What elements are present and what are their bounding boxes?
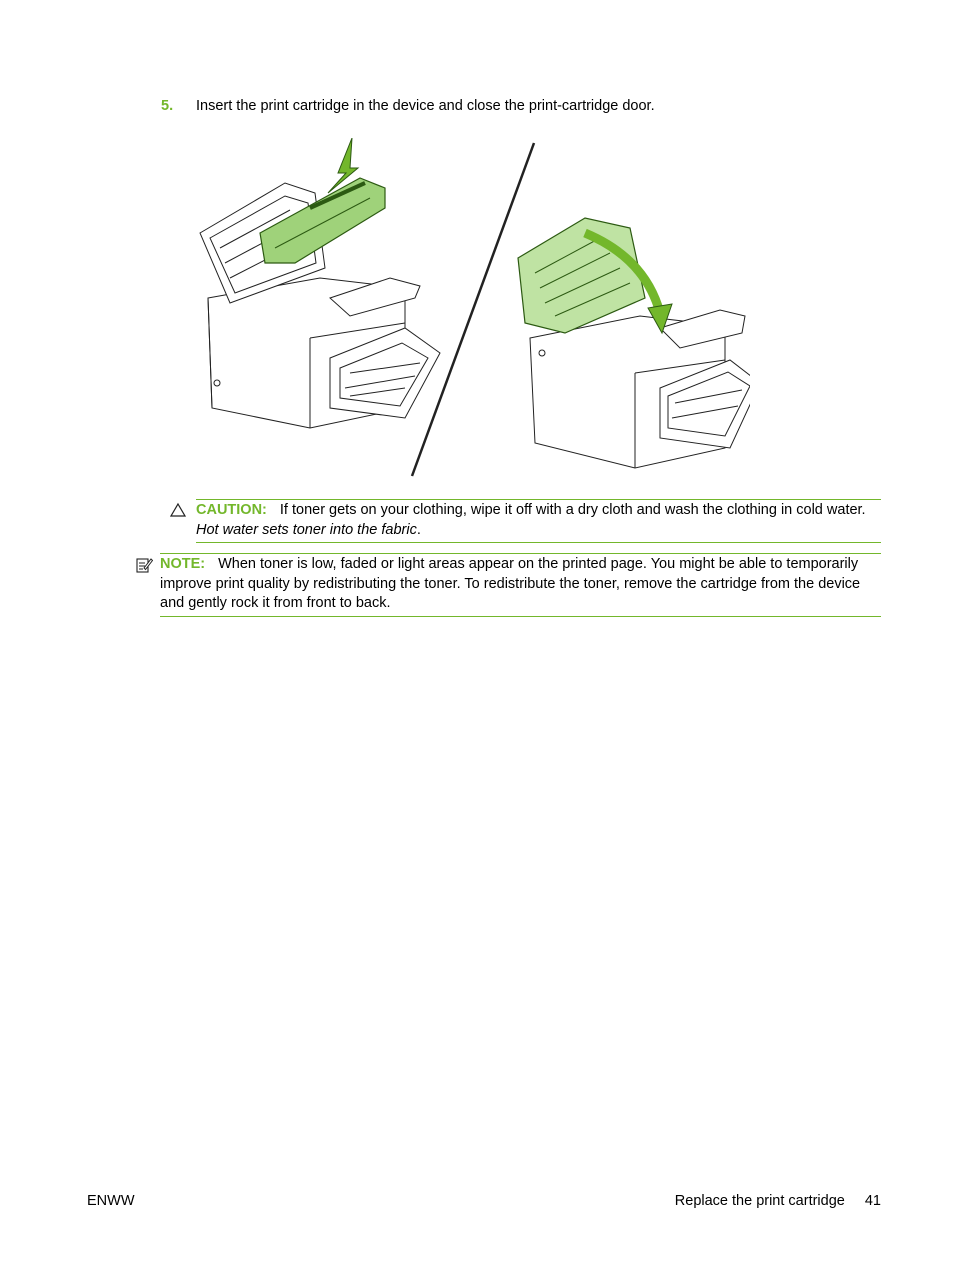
divider-line [412, 143, 534, 476]
caution-emphasis: Hot water sets toner into the fabric [196, 521, 417, 538]
step-instruction [161, 96, 881, 116]
page-number: 41 [864, 1193, 881, 1209]
note-box [160, 553, 881, 617]
footer-section: Replace the print cartridge [674, 1193, 845, 1209]
printer-closing-door-illustration [530, 310, 750, 468]
footer-right [675, 1193, 881, 1209]
footer-left: ENWW [87, 1193, 135, 1209]
warning-triangle-icon [170, 502, 186, 518]
door-shape [518, 218, 645, 333]
step-text: Insert the print cartridge in the device and close the print-cartridge door. [196, 98, 655, 114]
cartridge-installation-illustration [190, 138, 750, 478]
caution-text: If toner gets on your clothing, wipe it off with a dry cloth and wash the clothing in cold water. [279, 502, 866, 518]
caution-end: . [416, 521, 421, 538]
note-pencil-icon [135, 556, 153, 574]
note-text: When toner is low, faded or light areas appear on the printed page. You might be able to temporarily improve print quality by redistributing the toner. To redistribute the toner, remove the cartridge from the device and gently rock it from front to back. [160, 556, 861, 611]
note-label: NOTE: [160, 556, 206, 572]
step-number: 5. [161, 98, 174, 114]
caution-label: CAUTION: [196, 502, 267, 518]
caution-box [196, 499, 881, 543]
